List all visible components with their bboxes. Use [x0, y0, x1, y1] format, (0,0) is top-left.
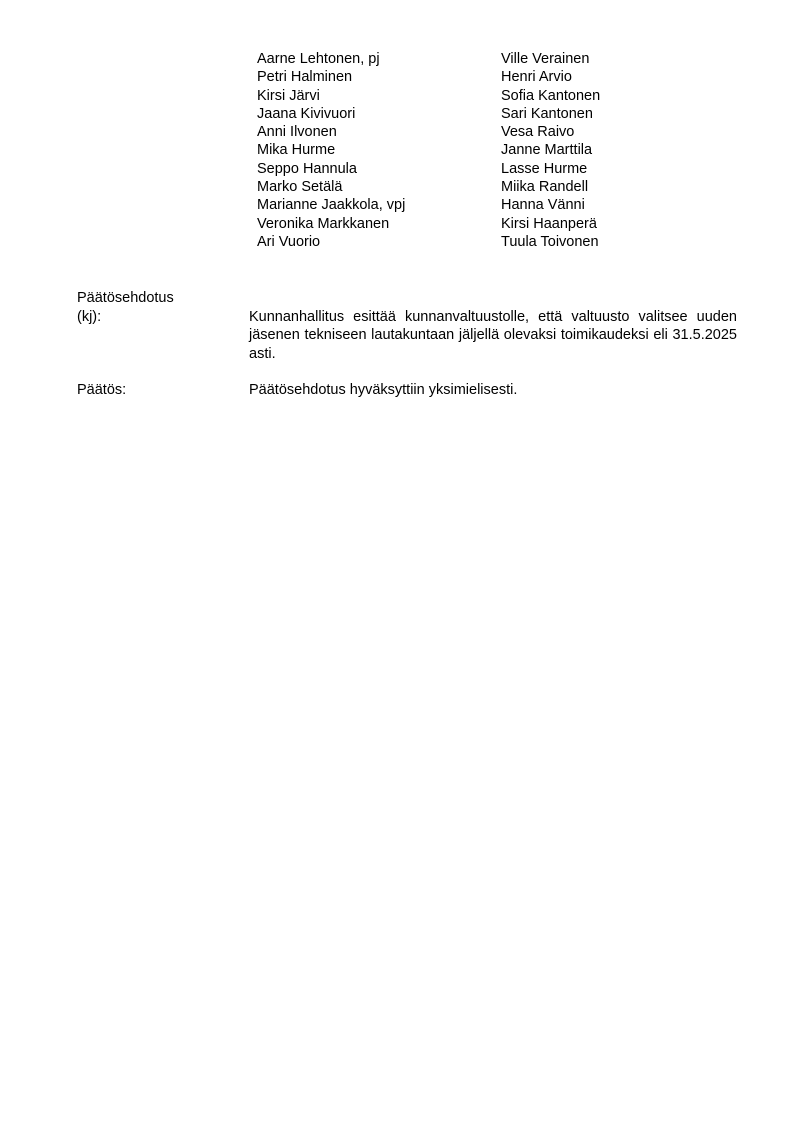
proposal-label-line1: Päätösehdotus: [77, 290, 174, 306]
deputy-name: Kirsi Haanperä: [501, 215, 597, 232]
member-name: Mika Hurme: [257, 142, 336, 159]
deputy-name: Tuula Toivonen: [501, 233, 599, 250]
members-left-column: [257, 50, 501, 251]
proposal-label: [77, 289, 249, 363]
deputy-name: Lasse Hurme: [501, 160, 588, 177]
members-table: [257, 50, 600, 251]
decision-text: Päätösehdotus hyväksyttiin yksimielisesti.: [249, 382, 518, 398]
member-name: Marianne Jaakkola, vpj: [257, 197, 406, 214]
member-name: Seppo Hannula: [257, 160, 357, 177]
deputy-name: Vesa Raivo: [501, 124, 575, 141]
members-right-column: [501, 50, 600, 251]
deputy-name: Henri Arvio: [501, 69, 572, 86]
member-name: Petri Halminen: [257, 69, 353, 86]
proposal-section: [77, 289, 737, 363]
deputy-name: Janne Marttila: [501, 142, 593, 159]
proposal-label-line2: (kj):: [77, 308, 102, 325]
decision-section: [77, 381, 737, 400]
member-name: Jaana Kivivuori: [257, 105, 356, 122]
member-name: Veronika Markkanen: [257, 215, 390, 232]
proposal-text: Kunnanhallitus esittää kunnanvaltuustolle, että valtuusto valitsee uuden jäsenen tekniseen lautakuntaan jäljellä olevaksi toimikaudeksi eli 31.5.2025 asti.: [249, 308, 737, 362]
member-name: Kirsi Järvi: [257, 87, 320, 104]
member-name: Anni Ilvonen: [257, 124, 337, 141]
member-name: Ari Vuorio: [257, 233, 321, 250]
deputy-name: Ville Verainen: [501, 51, 590, 67]
decision-label: Päätös:: [77, 382, 127, 398]
deputy-name: Miika Randell: [501, 179, 589, 196]
member-name: Marko Setälä: [257, 179, 343, 196]
deputy-name: Hanna Vänni: [501, 197, 585, 214]
deputy-name: Sofia Kantonen: [501, 87, 601, 104]
member-name: Aarne Lehtonen, pj: [257, 51, 380, 67]
deputy-name: Sari Kantonen: [501, 105, 593, 122]
